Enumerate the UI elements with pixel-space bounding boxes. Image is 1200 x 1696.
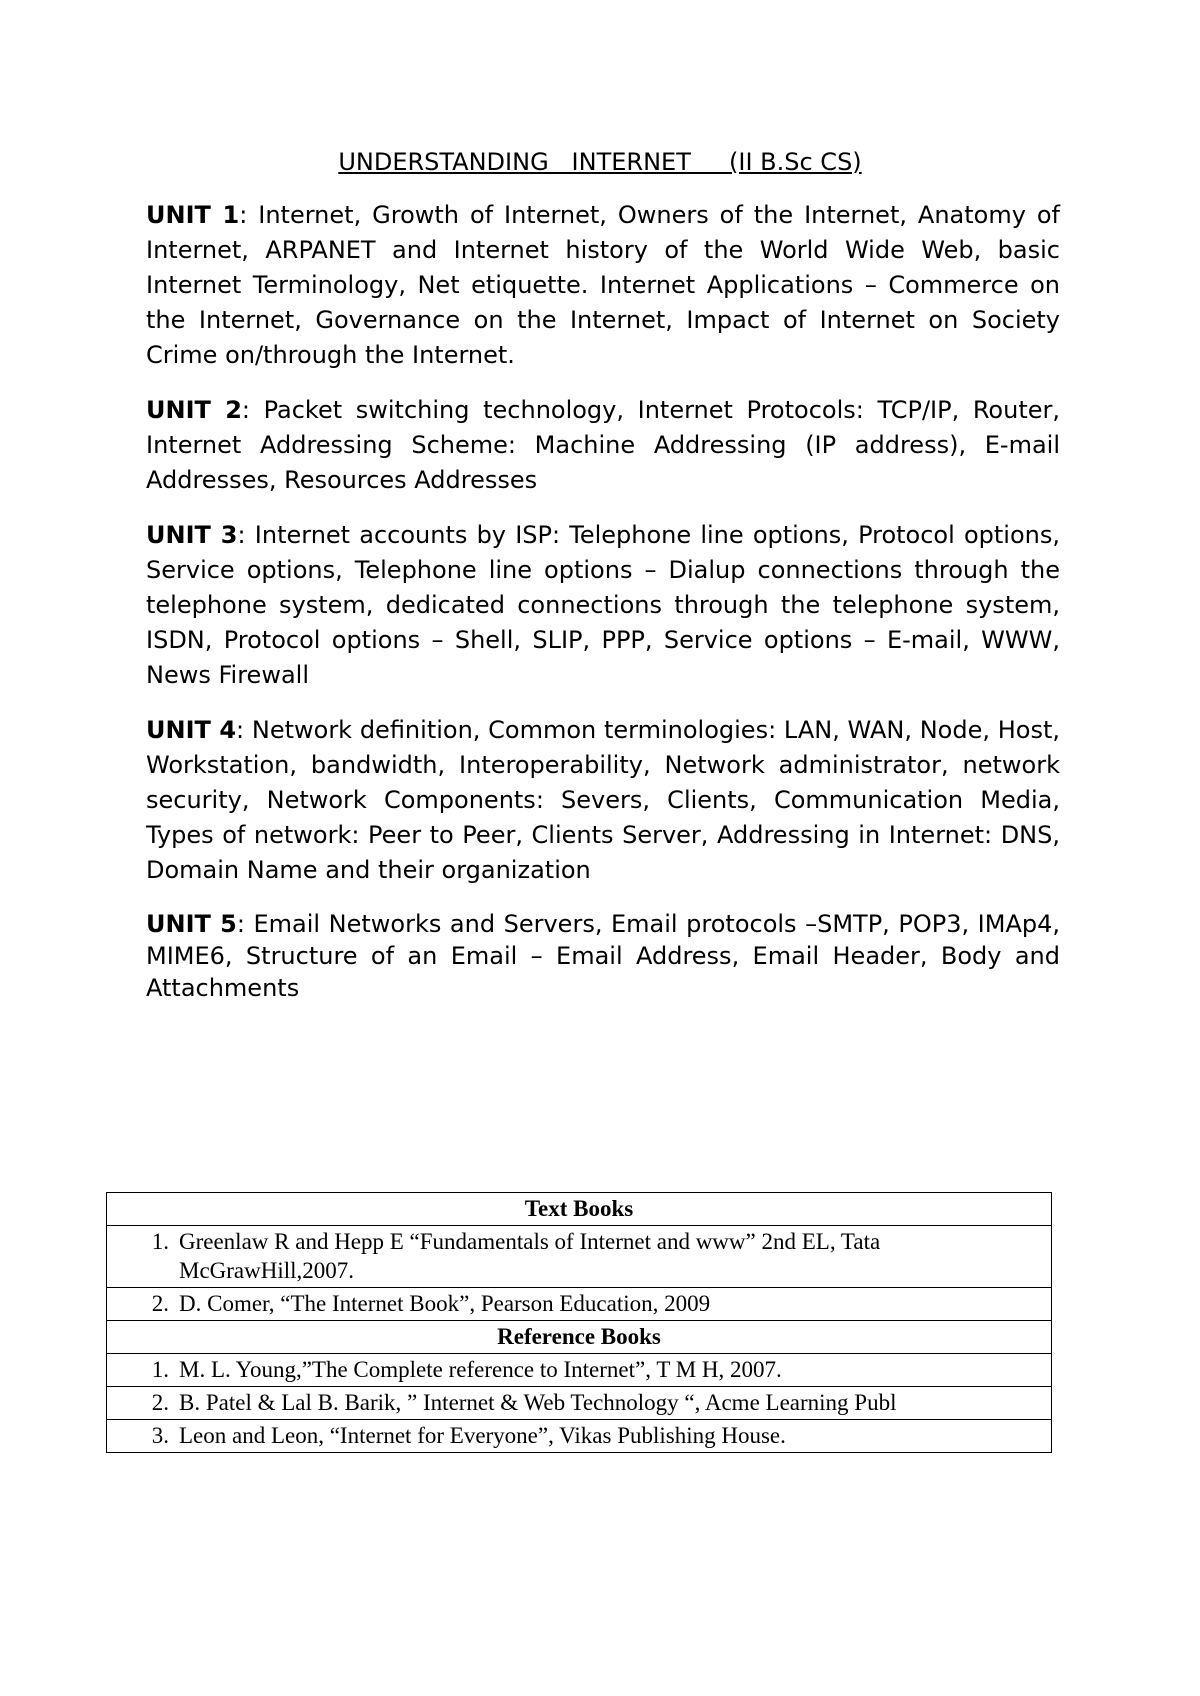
unit-1-text: : Internet, Growth of Internet, Owners of the Internet, Anatomy of Internet, ARPANET and Internet history of the World Wide Web, basic Internet Terminology, Net etiquette. Internet Applications – Commerce on the Internet, Governance on the Internet, Impact of Internet on Society Crime on/through the Internet. <box>146 201 1061 369</box>
books-table <box>106 1192 1052 1453</box>
text-book-entry-1 <box>115 1227 1043 1285</box>
unit-3-label: UNIT 3 <box>146 521 238 549</box>
unit-5-label: UNIT 5 <box>146 910 237 938</box>
unit-4-paragraph <box>146 713 1060 888</box>
reference-book-entry-2 <box>115 1388 1043 1417</box>
entry-number: 2. <box>151 1291 169 1316</box>
unit-4-label: UNIT 4 <box>146 716 237 744</box>
unit-5-paragraph <box>146 908 1060 1004</box>
reference-book-entry-1 <box>115 1355 1043 1384</box>
reference-books-heading-row <box>107 1321 1052 1354</box>
unit-2-label: UNIT 2 <box>146 396 242 424</box>
unit-2-paragraph <box>146 393 1060 498</box>
entry-text: Greenlaw R and Hepp E “Fundamentals of Internet and www” 2nd EL, Tata McGrawHill,2007. <box>179 1229 881 1283</box>
unit-3-text: : Internet accounts by ISP: Telephone line options, Protocol options, Service options, Telephone line options – Dialup connections through the telephone system, dedicated connections through the telephone system, ISDN, Protocol options – Shell, SLIP, PPP, Service options – E-mail, WWW, News Firewall <box>146 521 1060 689</box>
unit-2-text: : Packet switching technology, Internet Protocols: TCP/IP, Router, Internet Addressing Scheme: Machine Addressing (IP address), E-mail Addresses, Resources Addresses <box>146 396 1060 494</box>
entry-text: M. L. Young,”The Complete reference to Internet”, T M H, 2007. <box>179 1357 782 1382</box>
entry-number: 1. <box>151 1229 169 1254</box>
unit-4-text: : Network definition, Common terminologies: LAN, WAN, Node, Host, Workstation, bandwidth, Interoperability, Network administrator, network security, Network Components: Severs, Clients, Communication Media, Types of network: Peer to Peer, Clients Server, Addressing in Internet: DNS, Domain Name and their organization <box>146 716 1060 884</box>
entry-text: B. Patel & Lal B. Barik, ” Internet & Web Technology “, Acme Learning Publ <box>179 1390 897 1415</box>
table-row <box>107 1354 1052 1387</box>
table-row <box>107 1387 1052 1420</box>
table-row <box>107 1226 1052 1288</box>
text-books-heading: Text Books <box>107 1193 1052 1226</box>
entry-number: 1. <box>151 1357 169 1382</box>
unit-1-paragraph <box>146 198 1060 373</box>
table-row <box>107 1420 1052 1453</box>
entry-number: 3. <box>151 1423 169 1448</box>
reference-book-entry-3 <box>115 1421 1043 1450</box>
unit-1-label: UNIT 1 <box>146 201 240 229</box>
reference-books-heading: Reference Books <box>107 1321 1052 1354</box>
entry-number: 2. <box>151 1390 169 1415</box>
text-books-heading-row <box>107 1193 1052 1226</box>
unit-5-text: : Email Networks and Servers, Email protocols –SMTP, POP3, IMAp4, MIME6, Structure of an Email – Email Address, Email Header, Body and Attachments <box>146 910 1060 1002</box>
syllabus-body <box>146 198 1060 1024</box>
entry-text: D. Comer, “The Internet Book”, Pearson Education, 2009 <box>179 1291 711 1316</box>
document-title: UNDERSTANDING INTERNET (II B.Sc CS) <box>338 148 862 176</box>
text-book-entry-2 <box>115 1289 1043 1318</box>
entry-text: Leon and Leon, “Internet for Everyone”, Vikas Publishing House. <box>179 1423 786 1448</box>
unit-3-paragraph <box>146 518 1060 693</box>
table-row <box>107 1288 1052 1321</box>
